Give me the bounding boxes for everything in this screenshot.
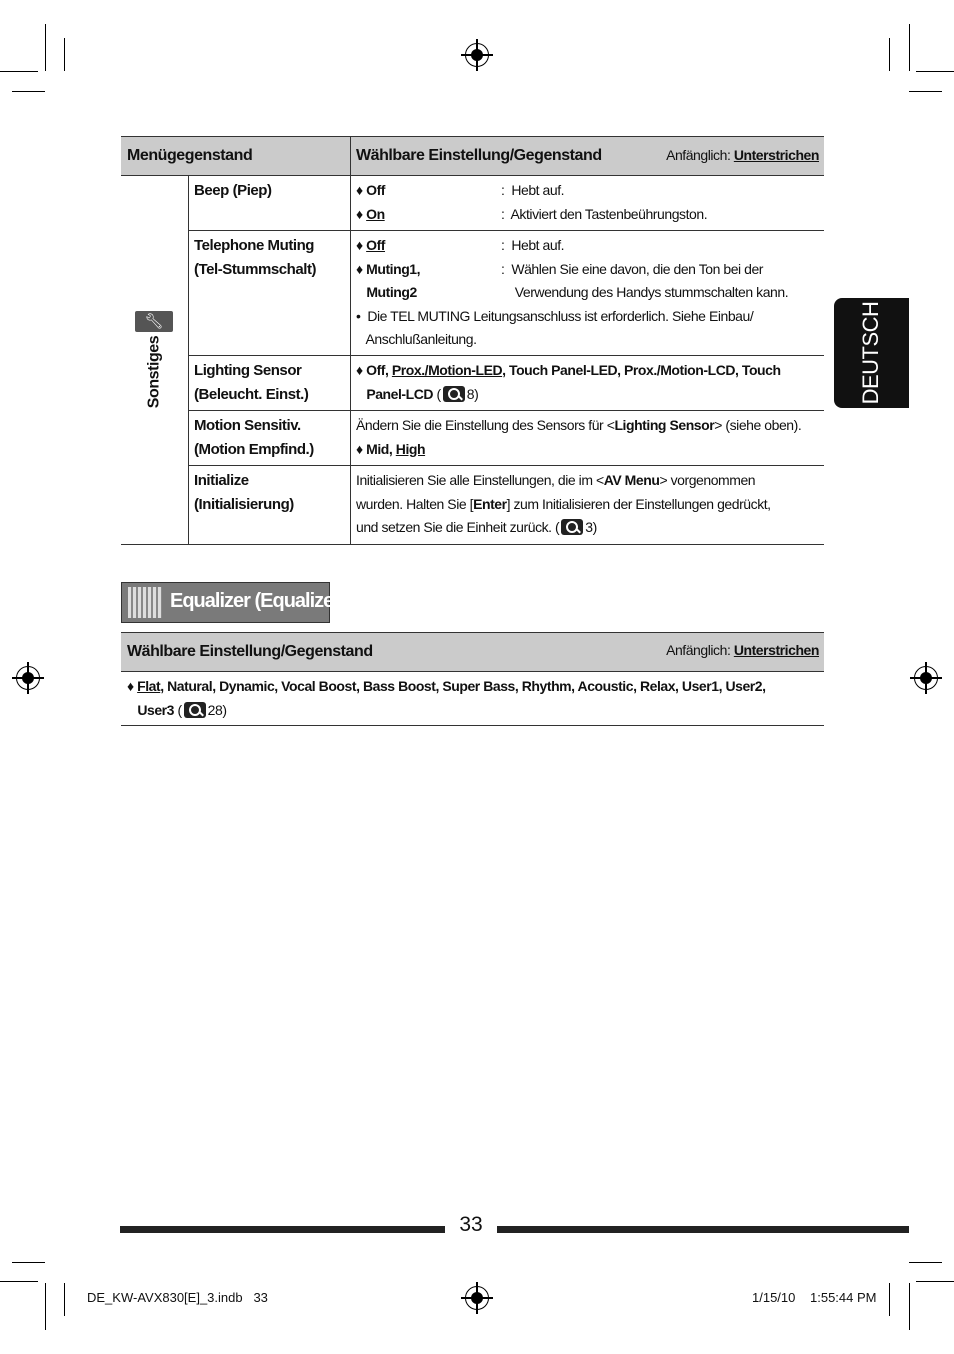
crop-mark [909, 24, 910, 71]
crop-mark [64, 38, 65, 71]
text-segment: : Hebt auf. [501, 182, 565, 198]
menu-item-label: Motion Sensitiv. [194, 417, 301, 434]
text-line [356, 203, 708, 227]
menu-item-label: Initialize [194, 472, 249, 489]
crop-mark [64, 1283, 65, 1316]
text-segment: ♦ [356, 182, 367, 198]
registration-mark-icon [465, 43, 489, 67]
text-segment: ) [222, 702, 227, 718]
text-segment: Flat [137, 678, 161, 694]
crop-mark [0, 71, 38, 72]
page-bar [120, 1226, 445, 1233]
reference-magnifier-icon [443, 386, 465, 402]
menu-item-label: (Motion Empfind.) [194, 440, 314, 458]
text-segment: : Wählen Sie eine davon, die den Ton bei der [501, 260, 764, 277]
text-segment: > (siehe oben). [714, 417, 802, 433]
text-segment: Off [366, 182, 386, 198]
text-segment: • Die TEL MUTING Leitungsanschluss ist erforderlich. Siehe Einbau/ [356, 307, 754, 324]
crop-mark [909, 91, 942, 92]
text-line [356, 469, 755, 493]
text-line [356, 493, 771, 517]
divider [121, 544, 824, 545]
text-segment: ( [174, 702, 182, 718]
text-segment: Muting2 [356, 284, 417, 300]
wrench-icon: 🔧︎ [135, 311, 173, 332]
text-line [356, 281, 789, 305]
text-line [356, 414, 801, 438]
footer-time: 1:55:44 PM [810, 1290, 877, 1305]
crop-mark [916, 71, 954, 72]
text-segment: Verwendung des Handys stummschalten kann. [501, 284, 789, 300]
menu-item-label: Beep (Piep) [194, 182, 272, 199]
divider [188, 410, 824, 411]
menu-item-label: (Initialisierung) [194, 495, 294, 513]
text-segment: , Natural, Dynamic, Vocal Boost, Bass Boost, Super Bass, Rhythm, Acoustic, Relax, User1, User2, [160, 678, 766, 694]
text-segment: AV Menu [603, 472, 660, 488]
text-segment: Enter [473, 495, 507, 512]
text-line [356, 438, 425, 462]
category-label: Sonstiges [145, 335, 163, 409]
text-segment: und setzen Sie die Einheit zurück. ( [356, 519, 560, 535]
text-segment: ♦ Off, [356, 362, 392, 378]
text-line [127, 699, 227, 723]
text-line [127, 675, 766, 699]
text-segment: ♦ [356, 237, 367, 253]
header-setting: Wählbare Einstellung/Gegenstand [127, 643, 373, 660]
crop-mark [12, 91, 45, 92]
text-line [356, 516, 597, 540]
initial-label: Anfänglich: [666, 147, 734, 163]
reference-magnifier-icon [184, 702, 206, 718]
text-line [356, 305, 753, 329]
text-segment: User3 [127, 702, 174, 718]
text-segment: : Aktiviert den Tastenbeührungston. [501, 205, 708, 222]
text-segment: , Touch Panel-LED, Prox./Motion-LCD, Touch [502, 362, 781, 378]
text-line [356, 383, 478, 407]
crop-mark [889, 1283, 890, 1316]
header-setting: Wählbare Einstellung/Gegenstand [356, 147, 602, 164]
text-segment: ♦ [127, 678, 138, 694]
crop-mark [12, 1262, 45, 1263]
text-segment: ♦ [356, 260, 367, 277]
text-line [356, 234, 565, 258]
initial-value: Unterstrichen [733, 147, 819, 163]
text-segment: High [395, 440, 426, 457]
crop-mark [0, 1281, 38, 1282]
text-segment: ( [433, 385, 441, 402]
header-menu-item: Menügegenstand [127, 147, 253, 164]
divider [188, 465, 824, 466]
text-segment: On [366, 205, 385, 222]
text-segment: > vorgenommen [659, 472, 756, 488]
text-segment: Prox./Motion-LED [391, 362, 503, 378]
text-segment: ♦ [356, 205, 367, 222]
page-reference-link[interactable] [559, 519, 592, 535]
text-segment: : Hebt auf. [501, 237, 565, 253]
page-reference: 28 [207, 702, 223, 718]
page-reference-link[interactable] [182, 702, 223, 718]
menu-item-label: (Tel-Stummschalt) [194, 260, 317, 278]
registration-mark-icon [465, 1286, 489, 1310]
text-line [356, 359, 781, 383]
initial-value: Unterstrichen [733, 642, 819, 658]
menu-item-label: Telephone Muting [194, 237, 315, 254]
crop-mark [45, 1283, 46, 1330]
page-bar [497, 1226, 909, 1233]
divider [121, 725, 824, 726]
footer-file: DE_KW-AVX830[E]_3.indb 33 [87, 1290, 268, 1305]
page-reference-link[interactable] [441, 386, 474, 402]
equalizer-icon [128, 587, 162, 618]
language-tab [834, 298, 909, 408]
divider [188, 355, 824, 356]
text-segment: Ändern Sie die Einstellung des Sensors für < [356, 417, 615, 433]
section-title: Equalizer (Equalizer) [170, 590, 346, 612]
menu-item-label: (Beleucht. Einst.) [194, 385, 309, 403]
text-segment: ] zum Initialisieren der Einstellungen gedrückt, [506, 495, 771, 512]
text-segment: ♦ Mid, [356, 440, 396, 457]
language-label: DEUTSCH [858, 301, 883, 405]
text-segment: Muting1, [366, 260, 421, 277]
divider [188, 230, 824, 231]
registration-mark-icon [16, 666, 40, 690]
text-segment: Off [366, 237, 386, 253]
text-segment: Panel-LCD [356, 385, 434, 402]
text-segment: wurden. Halten Sie [ [356, 495, 474, 512]
text-segment: Initialisieren Sie alle Einstellungen, die im < [356, 472, 604, 488]
initial-label: Anfänglich: [666, 642, 734, 658]
crop-mark [889, 38, 890, 71]
crop-mark [916, 1281, 954, 1282]
crop-mark [909, 1262, 942, 1263]
text-segment: Lighting Sensor [614, 417, 715, 433]
footer-date: 1/15/10 [752, 1290, 796, 1305]
page-number: 33 [459, 1213, 483, 1236]
text-segment: Anschlußanleitung. [356, 331, 477, 347]
crop-mark [909, 1283, 910, 1330]
header-initial [666, 639, 819, 663]
crop-mark [45, 24, 46, 71]
reference-magnifier-icon [561, 519, 583, 535]
header-initial [666, 144, 819, 168]
text-line [356, 328, 477, 352]
registration-mark-icon [914, 666, 938, 690]
text-segment: ) [474, 385, 479, 402]
text-line [356, 179, 565, 203]
page-reference: 8 [466, 385, 475, 402]
page-reference: 3 [585, 519, 593, 535]
menu-item-label: Lighting Sensor [194, 362, 302, 379]
section-badge [121, 582, 346, 623]
text-line [356, 258, 764, 282]
divider [350, 136, 351, 544]
text-segment: ) [592, 519, 597, 535]
